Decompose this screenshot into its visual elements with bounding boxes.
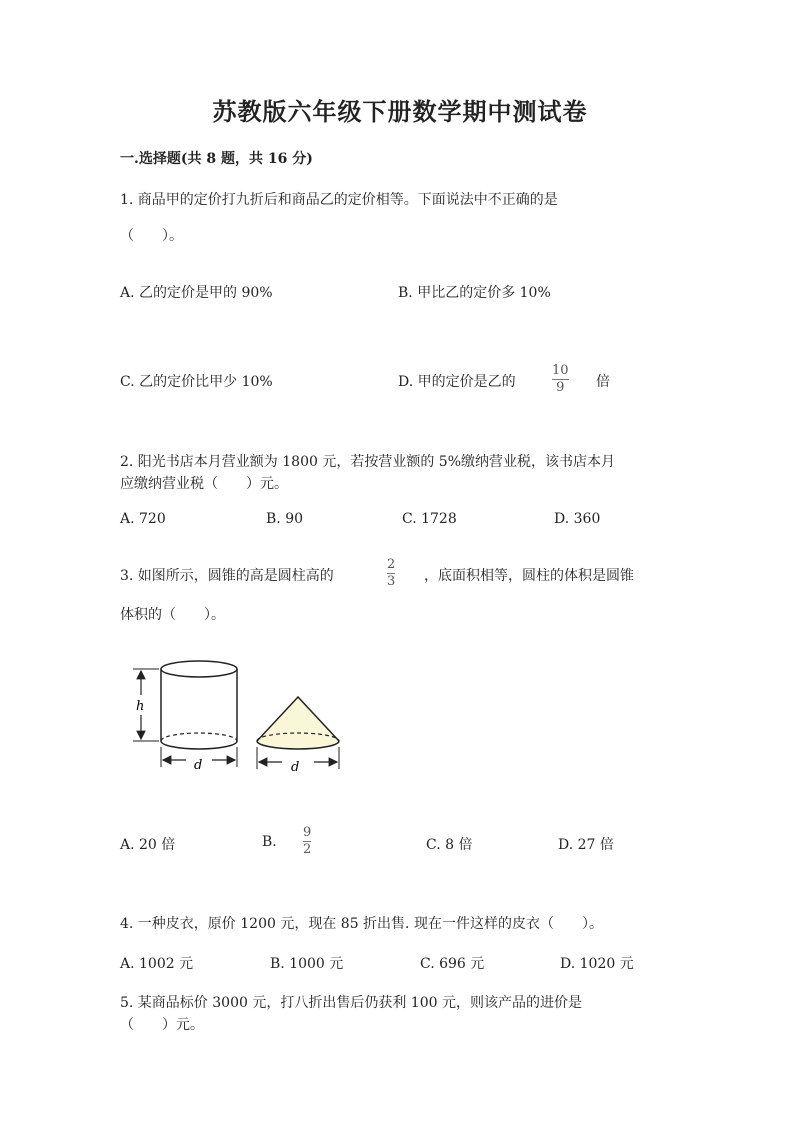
q3-option-c: C. 8 倍	[426, 837, 473, 853]
section-heading: 一.选择题(共 8 题，共 16 分)	[120, 151, 313, 167]
q1-stem-line1: 1. 商品甲的定价打九折后和商品乙的定价相等。下面说法中不正确的是	[120, 192, 558, 208]
q3-option-a: A. 20 倍	[120, 837, 176, 853]
fraction-numerator: 2	[387, 557, 396, 572]
q1-option-d-fraction	[552, 364, 569, 395]
q5-stem-line1: 5. 某商品标价 3000 元，打八折出售后仍获利 100 元，则该产品的进价是	[120, 995, 582, 1011]
cone-diameter-label: d	[291, 760, 300, 775]
q1-option-d: D. 甲的定价是乙的	[398, 374, 516, 390]
q4-option-c: C. 696 元	[420, 956, 485, 972]
fraction-numerator: 9	[303, 825, 312, 840]
fraction-numerator: 10	[552, 363, 569, 378]
q3-option-b: B.	[262, 834, 277, 850]
q1-stem-line2: （ ）。	[120, 228, 183, 244]
fraction-denominator: 9	[556, 380, 565, 395]
q3-stem-fraction	[387, 558, 395, 589]
q4-option-b: B. 1000 元	[270, 956, 344, 972]
fraction-denominator: 2	[303, 842, 312, 857]
q2-option-c: C. 1728	[402, 511, 457, 527]
cylinder-shape	[161, 661, 237, 749]
q4-stem: 4. 一种皮衣，原价 1200 元，现在 85 折出售. 现在一件这样的皮衣（ ）。	[120, 916, 603, 932]
cylinder-cone-figure	[120, 655, 350, 780]
q4-option-d: D. 1020 元	[560, 956, 634, 972]
q2-option-b: B. 90	[266, 511, 304, 527]
q3-stem-line2: 体积的（ ）。	[120, 607, 225, 623]
height-label: h	[136, 699, 145, 714]
q1-option-d-suffix: 倍	[596, 374, 610, 390]
fraction-denominator: 3	[387, 574, 396, 589]
q2-stem-line2: 应缴纳营业税（ ）元。	[120, 476, 288, 492]
q1-option-c: C. 乙的定价比甲少 10%	[120, 374, 273, 390]
q3-stem-line1-start: 3. 如图所示，圆锥的高是圆柱高的	[120, 568, 334, 584]
q4-option-a: A. 1002 元	[120, 956, 194, 972]
q3-option-b-fraction	[303, 826, 311, 857]
cylinder-diameter-label: d	[194, 758, 203, 773]
q2-stem-line1: 2. 阳光书店本月营业额为 1800 元，若按营业额的 5%缴纳营业税，该书店本月	[120, 454, 615, 470]
q2-option-a: A. 720	[120, 511, 166, 527]
q3-option-d: D. 27 倍	[558, 837, 614, 853]
q2-option-d: D. 360	[554, 511, 601, 527]
cone-shape	[257, 697, 339, 749]
q1-option-a: A. 乙的定价是甲的 90%	[120, 285, 273, 301]
q3-stem-line1-end: ，底面积相等，圆柱的体积是圆锥	[424, 568, 634, 584]
q5-stem-line2: （ ）元。	[120, 1017, 204, 1033]
q1-option-b: B. 甲比乙的定价多 10%	[398, 285, 551, 301]
page-title: 苏教版六年级下册数学期中测试卷	[212, 97, 588, 126]
